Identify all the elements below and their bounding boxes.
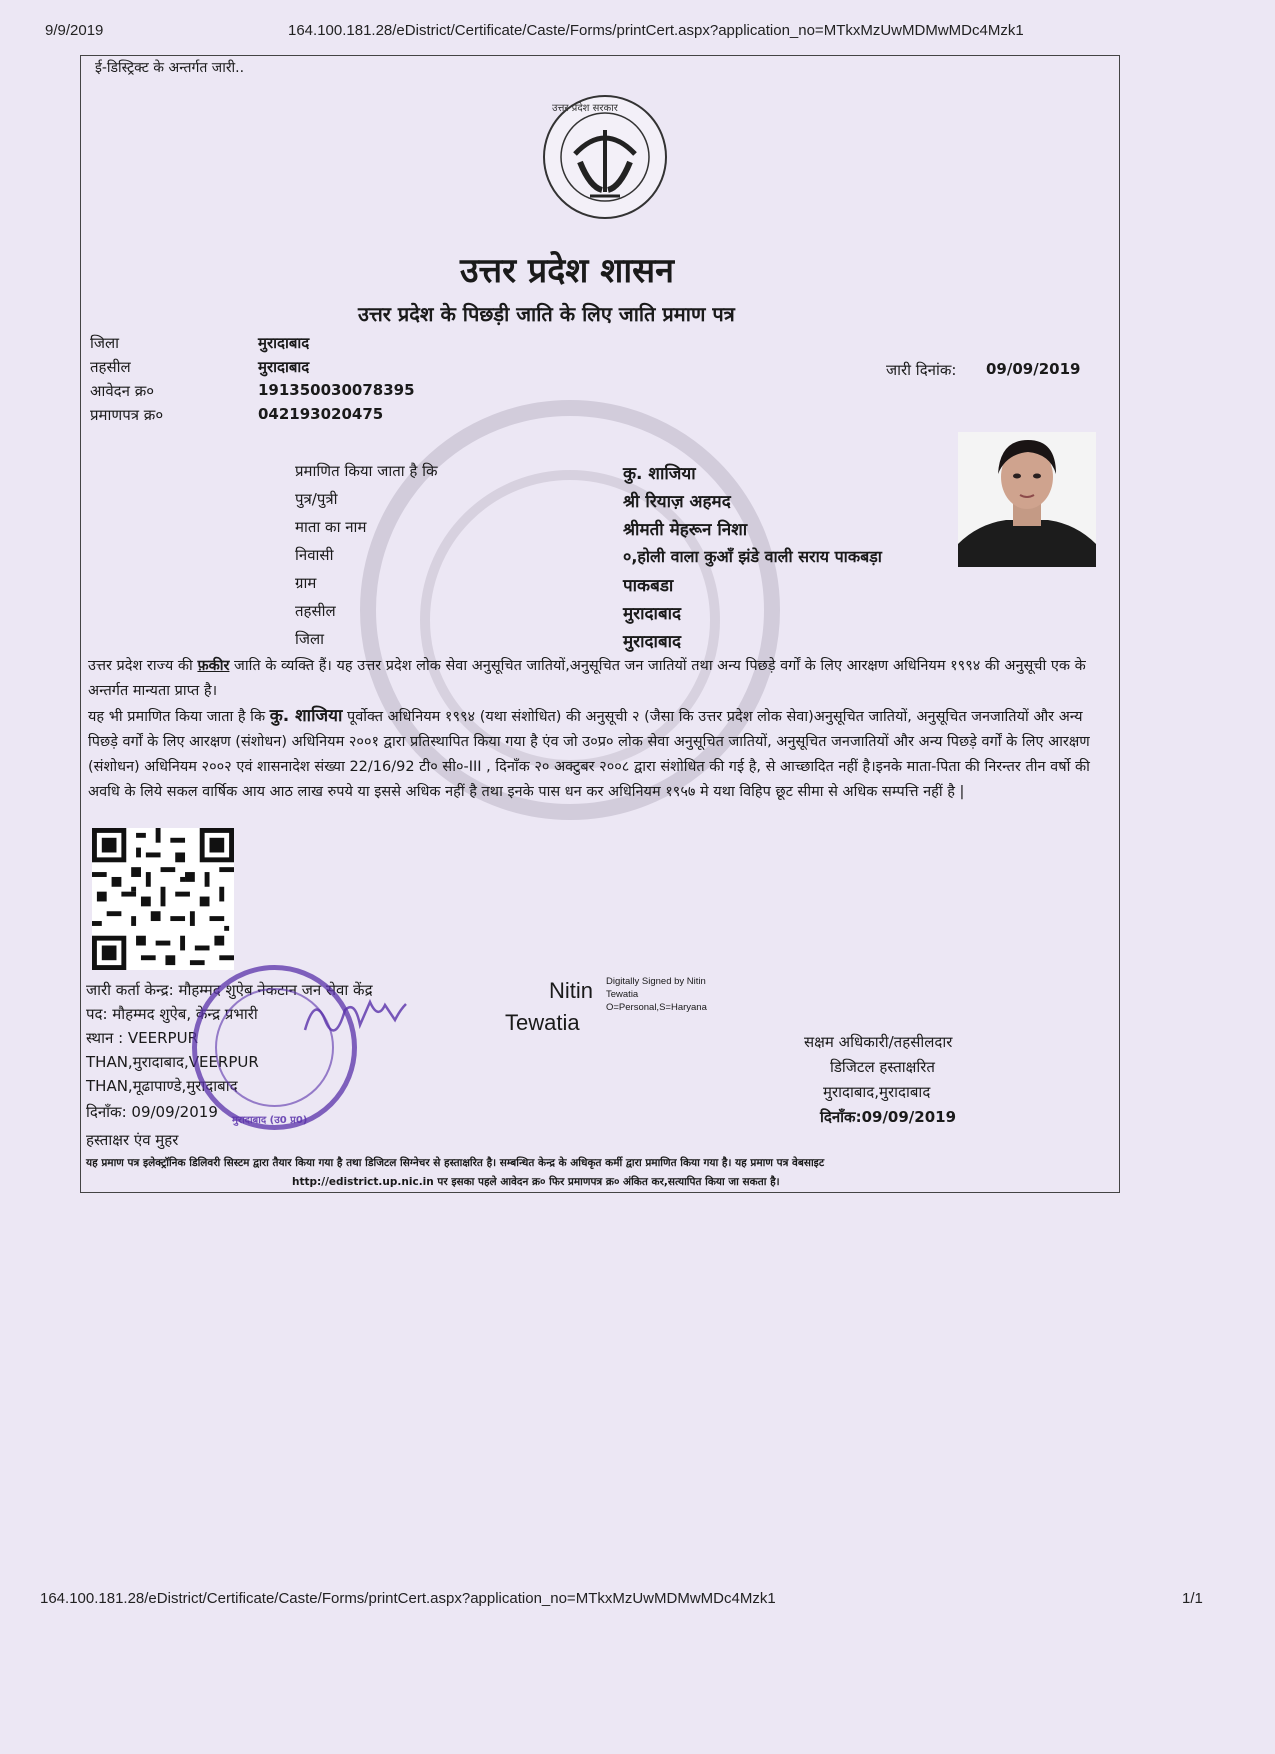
meta-value-tehsil: मुरादाबाद [258,358,310,376]
issuer-address-2: THAN,मूढापाण्डे,मुरादाबाद [86,1077,238,1095]
detail-label-district: जिला [295,630,325,648]
meta-value-certificate-no: 042193020475 [258,405,384,423]
print-date: 9/9/2019 [45,22,104,39]
para2-applicant-name: कु. शाजिया [269,706,343,726]
detail-label-mother: माता का नाम [295,518,367,536]
footer-note-line-1: यह प्रमाण पत्र इलेक्ट्रॉनिक डिलिवरी सिस्टम द्वारा तैयार किया गया है तथा डिजिटल सिग्नेचर से हस्ताक्षरित है। सम्बन्धित केन्द्र के अधिकृत कर्मी द्वारा प्रमाणित किया गया है। यह प्रमाण पत्र वेबसाइट [86,1157,825,1169]
signer-last-name: Tewatia [505,1010,580,1035]
detail-value-name: कु. शाजिया [623,464,696,484]
issued-under-note: ई-डिस्ट्रिक्ट के अन्तर्गत जारी.. [95,60,245,76]
income-statement-paragraph [88,704,1098,805]
meta-label-tehsil: तहसील [90,358,131,376]
certificate-title: उत्तर प्रदेश शासन [460,251,675,291]
issuer-date: दिनाँक: 09/09/2019 [86,1103,218,1121]
meta-label-district: जिला [90,334,120,352]
meta-label-application-no: आवेदन क्र० [90,382,155,400]
qr-code-icon [92,828,234,970]
issuer-place: स्थान : VEERPUR [86,1029,199,1047]
officer-digitally-signed: डिजिटल हस्ताक्षरित [830,1058,935,1076]
issuer-sign-label: हस्ताक्षर एंव मुहर [86,1131,179,1149]
emblem-label: उत्तर प्रदेश सरकार [552,103,618,114]
detail-value-tehsil: मुरादाबाद [623,604,682,624]
detail-label-village: ग्राम [295,574,317,592]
para1-suffix: जाति के व्यक्ति हैं। यह उत्तर प्रदेश लोक सेवा अनुसूचित जातियों,अनुसूचित जन जातियों तथा अन्य पिछड़े वर्गों के लिए आरक्षण अधिनियम १९९४ की अनुसूची एक के अन्तर्गत मान्यता प्राप्त है। [88,658,1086,699]
officer-date: दिनाँक:09/09/2019 [820,1108,957,1126]
officer-designation: सक्षम अधिकारी/तहसीलदार [804,1033,953,1051]
digital-signature-line-1: Digitally Signed by Nitin [606,976,706,987]
digital-signature-line-3: O=Personal,S=Haryana [606,1002,707,1013]
print-url-bottom: 164.100.181.28/eDistrict/Certificate/Caste/Forms/printCert.aspx?application_no=MTkxMzUwMDMwMDc4Mzk1 [40,1590,776,1607]
detail-value-mother: श्रीमती मेहरून निशा [623,520,748,540]
detail-value-address: ०,होली वाला कुआँ झंडे वाली सराय पाकबड़ा [623,547,882,566]
detail-label-certified: प्रमाणित किया जाता है कि [295,462,438,480]
meta-value-application-no: 191350030078395 [258,381,415,399]
issuer-centre: जारी कर्ता केन्द्र: मौहम्मद शुऐब नेकटान जन सेवा केंद्र [86,981,373,999]
print-url-top: 164.100.181.28/eDistrict/Certificate/Caste/Forms/printCert.aspx?application_no=MTkxMzUwMDMwMDc4Mzk1 [288,22,1024,39]
detail-value-father: श्री रियाज़ अहमद [623,492,731,512]
signer-first-name: Nitin [549,978,594,1003]
handwritten-signature-icon [300,990,410,1040]
issuer-address-1: THAN,मुरादाबाद,VEERPUR [86,1053,259,1071]
detail-label-tehsil: तहसील [295,602,336,620]
digital-signature-line-2: Tewatia [606,989,639,1000]
print-page-number: 1/1 [1182,1590,1203,1607]
detail-value-district: मुरादाबाद [623,632,682,652]
meta-value-district: मुरादाबाद [258,334,310,352]
detail-label-parent: पुत्र/पुत्री [295,490,338,508]
issue-date-value: 09/09/2019 [986,360,1081,378]
applicant-photo [958,432,1096,567]
issue-date-label: जारी दिनांक: [886,361,957,379]
stamp-label: मुरादाबाद (उ0 प्र0) [232,1115,308,1126]
meta-label-certificate-no: प्रमाणपत्र क्र० [90,406,164,424]
officer-location: मुरादाबाद,मुरादाबाद [823,1083,931,1101]
caste-statement-paragraph [88,654,1098,704]
issuer-post: पद: मौहम्मद शुऐब, केन्द्र प्रभारी [86,1005,258,1023]
caste-name: फ़कीर [197,658,230,674]
detail-label-resident: निवासी [295,546,334,564]
para2-suffix: पूर्वोक्त अधिनियम १९९४ (यथा संशोधित) की अनुसूची २ (जैसा कि उत्तर प्रदेश लोक सेवा)अनुसूचित जातियों, अनुसूचित जनजातियों और अन्य पिछड़े वर्गों के लिए आरक्षण (संशोधन) अधिनियम २००१ द्वारा प्रतिस्थापित किया गया है एंव जो उ०प्र० लोक सेवा अनुसूचित जातियों, अनुसूचित जनजातियों और अन्य पिछड़े वर्गों के लिए आरक्षण (संशोधन) अधिनियम २००२ एवं शासनादेश संख्या 22/16/92 टी० सी०-III , दिनाँक २० अक्टुबर २००८ द्वारा संशोधित की गई है, से आच्छादित नहीं है।इनके माता-पिता की निरन्तर तीन वर्षो की अवधि के लिये सकल वार्षिक आय आठ लाख रुपये या इससे अधिक नहीं है तथा इनके पास धन कर अधिनियम १९५७ मे यथा विहिप छूट सीमा से अधिक सम्पत्ति नहीं है | [88,709,1090,800]
para1-prefix: उत्तर प्रदेश राज्य की [88,658,198,674]
para2-prefix: यह भी प्रमाणित किया जाता है कि [88,709,270,725]
detail-value-village: पाकबडा [623,576,674,596]
footer-note-line-2: http://edistrict.up.nic.in पर इसका पहले आवेदन क्र० फिर प्रमाणपत्र क्र० अंकित कर,सत्यापित किया जा सकता है। [292,1176,780,1188]
certificate-subtitle: उत्तर प्रदेश के पिछड़ी जाति के लिए जाति प्रमाण पत्र [358,302,735,326]
